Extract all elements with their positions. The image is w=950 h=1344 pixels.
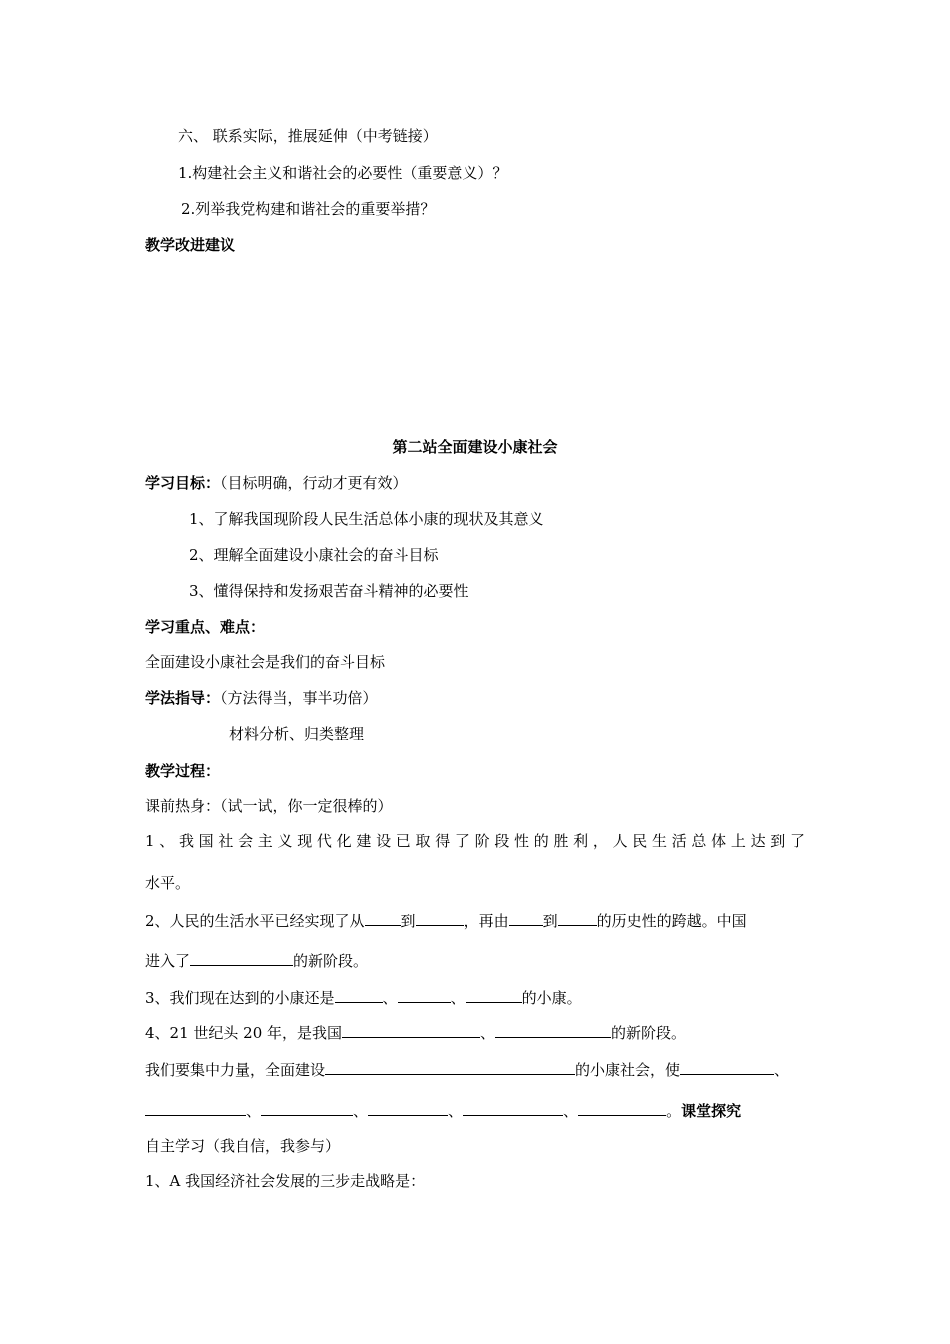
warmup-q4-line2: 我们要集中力量，全面建设 的小康社会，使 、 [145,1061,790,1079]
blank [466,987,522,1003]
method-note: （方法得当，事半功倍） [220,689,378,707]
blank [365,910,401,926]
goals-note: （目标明确，行动才更有效） [220,474,408,492]
self-study-line: 自主学习（我自信，我参与） [145,1137,341,1155]
key-points-text: 全面建设小康社会是我们的奋斗目标 [145,653,386,671]
blank [463,1100,563,1116]
blank [495,1022,611,1038]
method-line [145,688,378,708]
part6-question-2: 2.列举我党构建和谐社会的重要举措？ [181,200,436,218]
blank [398,987,451,1003]
lesson-title: 第二站全面建设小康社会 [392,438,558,456]
warmup-q3: 3、我们现在达到的小康还是 、 、 的小康。 [145,989,582,1007]
method-label: 学法指导： [145,689,221,707]
warmup-q2-line1: 2、人民的生活水平已经实现了从 到 ，再由 到 的历史性的跨越。中国 [145,912,747,930]
blank [578,1100,666,1116]
blank [558,910,597,926]
blank [368,1100,448,1116]
goals-label: 学习目标： [145,474,221,492]
blank [335,987,383,1003]
blank [325,1059,575,1075]
goal-item: 1、了解我国现阶段人民生活总体小康的现状及其意义 [189,510,544,528]
blank [509,910,543,926]
warmup-line: 课前热身：（试一试，你一定很棒的） [145,797,393,815]
warmup-q1-line2: 水平。 [145,874,191,892]
method-text: 材料分析、归类整理 [229,725,365,743]
process-label: 教学过程： [145,762,221,780]
goal-item: 2、理解全面建设小康社会的奋斗目标 [189,546,439,564]
warmup-q4-line3: 、 、 、 、 。课堂探究 [145,1100,741,1121]
blank [145,1100,246,1116]
blank [261,1100,353,1116]
goals-line [145,473,408,493]
self-study-item-1: 1、A 我国经济社会发展的三步走战略是： [145,1172,426,1190]
key-points-label: 学习重点、难点： [145,618,266,636]
improve-suggestions-label: 教学改进建议 [145,236,236,254]
part6-question-1: 1.构建社会主义和谐社会的必要性（重要意义）？ [178,164,508,182]
warmup-q4-line1: 4、21 世纪头 20 年，是我国 、 的新阶段。 [145,1024,687,1042]
blank [190,950,293,966]
blank [342,1022,480,1038]
classroom-explore-label: 课堂探究 [681,1102,742,1120]
goal-item: 3、懂得保持和发扬艰苦奋斗精神的必要性 [189,582,469,600]
warmup-q2-line2: 进入了 的新阶段。 [145,952,369,970]
part6-heading: 六、 联系实际，推展延伸（中考链接） [178,127,438,145]
warmup-q1-line1: 1、我国社会主义现代化建设已取得了阶段性的胜利，人民生活总体上达到了 [145,832,805,850]
blank [416,910,464,926]
blank [680,1059,774,1075]
